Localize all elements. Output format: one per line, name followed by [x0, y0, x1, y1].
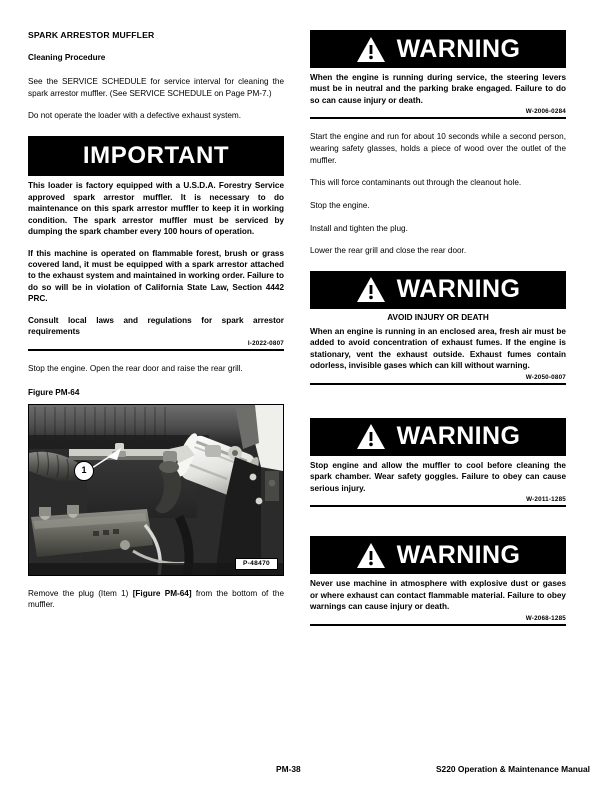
- warning-label-4: WARNING: [396, 540, 521, 569]
- warning-reference-id-1: W-2006-0284: [525, 108, 566, 116]
- paragraph-defective-exhaust: Do not operate the loader with a defective exhaust system.: [28, 111, 241, 121]
- warning-block-4: [310, 536, 566, 625]
- warning-block-2: [310, 271, 566, 385]
- warning-heading-2: AVOID INJURY OR DEATH: [387, 312, 489, 322]
- warning-label-1: WARNING: [396, 34, 521, 63]
- warning-rule-3: [310, 505, 566, 507]
- warning-reference-id-3: W-2011-1285: [526, 496, 566, 504]
- warning-banner-3: [310, 418, 566, 456]
- warning-banner-4: [310, 536, 566, 574]
- important-reference-id: I-2022-0807: [247, 339, 284, 347]
- warning-body-3: Stop engine and allow the muffler to cool before cleaning the spark chamber. Wear safety goggles. Failure to obey can cause serious injury.: [310, 460, 566, 493]
- important-paragraph-1: This loader is factory equipped with a U.S.D.A. Forestry Service approved spark arrestor muffler. It is necessary to do maintenance on this spark arrestor muffler to keep it in working condition. The spark arrestor muffler must be serviced by dumping the spark chamber every 100 hours of operation.: [28, 181, 284, 237]
- figure-pm-64: [28, 388, 284, 576]
- footer-page-number: PM-38: [276, 764, 301, 774]
- warning-rule-1: [310, 117, 566, 119]
- warning-label-2: WARNING: [396, 275, 521, 304]
- warning-body-1: When the engine is running during service, the steering levers must be in neutral and the parking brake engaged. Failure to do so can cause injury or death.: [310, 73, 566, 105]
- important-block: [28, 136, 284, 351]
- remove-plug-text-1: Remove the plug (Item 1): [28, 588, 133, 598]
- paragraph-install-plug: Install and tighten the plug.: [310, 223, 408, 233]
- paragraph-stop-engine-open-door: Stop the engine. Open the rear door and raise the rear grill.: [28, 363, 243, 373]
- warning-banner-1: [310, 30, 566, 68]
- left-column: [28, 30, 284, 611]
- figure-reference-bold: [Figure PM-64]: [132, 588, 192, 598]
- paragraph-stop-engine: Stop the engine.: [310, 201, 370, 211]
- warning-banner-2: [310, 271, 566, 309]
- photo-id-label: P-48470: [235, 558, 278, 570]
- warning-body-4: Never use machine in atmosphere with explosive dust or gases or where exhaust can contact flammable material. Failure to obey warnings can cause injury or death.: [310, 579, 566, 612]
- callout-marker-1: 1: [74, 461, 94, 481]
- warning-rule-2: [310, 383, 566, 385]
- paragraph-lower-grill: Lower the rear grill and close the rear door.: [310, 246, 467, 256]
- warning-triangle-icon: [356, 423, 386, 450]
- engine-bay-photo: [28, 404, 284, 576]
- warning-triangle-icon: [356, 36, 386, 63]
- important-paragraph-2: If this machine is operated on flammable forest, brush or grass covered land, it must be equipped with a spark arrestor attached to the exhaust system and maintained in working order. Failure to do so will be in violation of California State Law, Section 4442 PRC.: [28, 248, 284, 304]
- page-title: SPARK ARRESTOR MUFFLER: [28, 30, 155, 40]
- paragraph-force-contaminants: This will force contaminants out through the cleanout hole.: [310, 178, 522, 188]
- right-column: [310, 30, 566, 638]
- warning-reference-id-2: W-2050-0807: [525, 373, 566, 381]
- footer-manual-title: S220 Operation & Maintenance Manual: [435, 764, 590, 774]
- paragraph-start-engine: Start the engine and run for about 10 seconds while a second person, wearing safety glasses, holds a piece of wood over the outlet of the muffler.: [310, 132, 566, 165]
- photo-graphic: [29, 405, 283, 575]
- warning-block-1: [310, 30, 566, 119]
- important-paragraph-3: Consult local laws and regulations for spark arrestor requirements: [28, 315, 284, 337]
- paragraph-remove-plug: [28, 588, 284, 611]
- remove-plug-text-2: from the bottom of the muffler.: [28, 588, 284, 610]
- warning-rule-4: [310, 624, 566, 626]
- warning-block-3: [310, 418, 566, 507]
- important-banner: [28, 136, 284, 176]
- warning-triangle-icon: [356, 542, 386, 569]
- warning-triangle-icon: [356, 276, 386, 303]
- figure-caption: Figure PM-64: [28, 387, 80, 397]
- important-label: IMPORTANT: [82, 142, 230, 170]
- section-subtitle: Cleaning Procedure: [28, 53, 106, 63]
- warning-reference-id-4: W-2068-1285: [525, 614, 566, 622]
- warning-label-3: WARNING: [396, 422, 521, 451]
- important-rule: [28, 349, 284, 351]
- paragraph-service-schedule: See the SERVICE SCHEDULE for service interval for cleaning the spark arrestor muffler. (See SERVICE SCHEDULE on Page PM-7.): [28, 77, 284, 98]
- warning-body-2: When an engine is running in an enclosed area, fresh air must be added to avoid concentration of exhaust fumes. If the engine is stationary, vent the exhaust outside. Exhaust fumes contain odorless, invisible gases which can kill without warning.: [310, 326, 566, 371]
